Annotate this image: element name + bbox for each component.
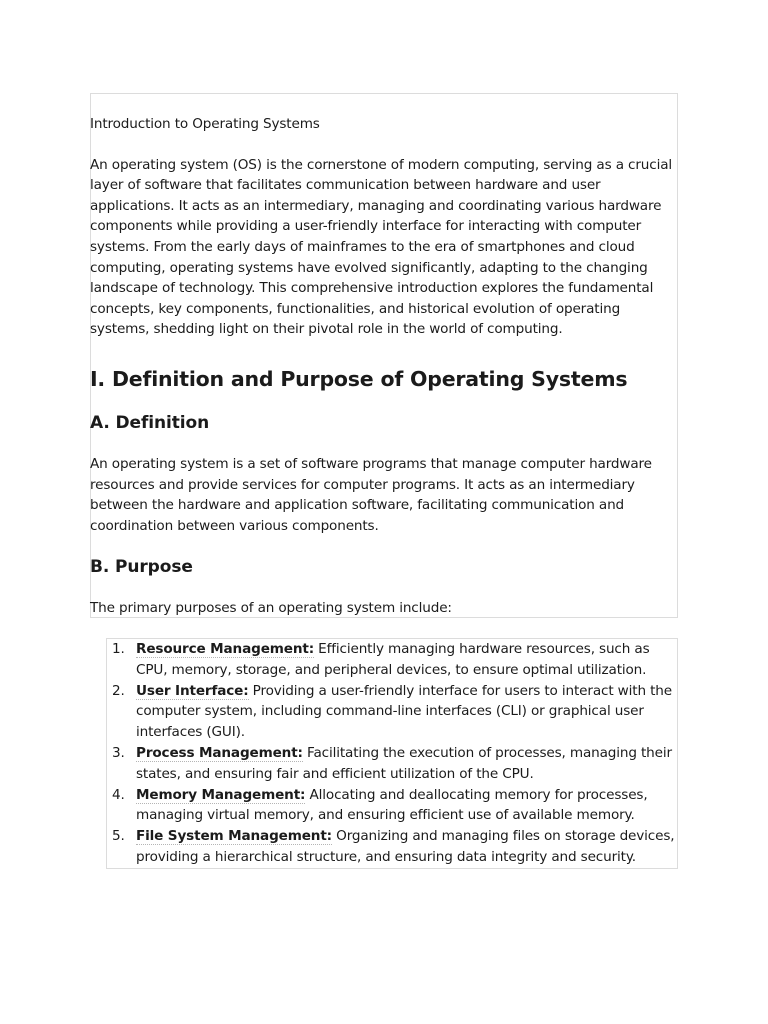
list-text: Providing a user-friendly interface for users to interact with the computer system, including command-line interfaces (CLI) or graphical user interfaces (GUI). (136, 682, 672, 741)
document-body (90, 114, 682, 619)
list-number: 3. (112, 744, 125, 761)
list-number: 1. (112, 641, 125, 657)
purpose-intro: The primary purposes of an operating system include: (90, 600, 452, 617)
purposes-list (106, 639, 676, 868)
list-item (106, 639, 676, 681)
list-item (106, 681, 676, 743)
list-term: Process Management: (136, 744, 303, 761)
list-item (106, 826, 676, 868)
purpose-heading: B. Purpose (90, 557, 193, 578)
list-item (106, 743, 676, 785)
list-number: 4. (112, 786, 125, 803)
document-title: Introduction to Operating Systems (90, 116, 320, 132)
definition-paragraph: An operating system is a set of software programs that manage computer hardware resources and provide services for computer programs. It acts as an intermediary between the hardware and application software, facilitating communication and coordination between various components. (90, 455, 652, 534)
list-term: User Interface: (136, 682, 249, 699)
list-text: Efficiently managing hardware resources, such as CPU, memory, storage, and peripheral devices, to ensure optimal utilization. (136, 641, 650, 678)
list-number: 5. (112, 828, 125, 845)
list-item (106, 785, 676, 827)
list-term: Resource Management: (136, 641, 315, 657)
list-text: Facilitating the execution of processes, managing their states, and ensuring fair and efficient utilization of the CPU. (136, 744, 672, 782)
list-text: Organizing and managing files on storage devices, providing a hierarchical structure, and ensuring data integrity and security. (136, 828, 675, 865)
intro-paragraph: An operating system (OS) is the cornerstone of modern computing, serving as a crucial layer of software that facilitates communication between hardware and user applications. It acts as an intermediary, managing and coordinating various hardware components while providing a user-friendly interface for interacting with computer systems. From the early days of mainframes to the era of smartphones and cloud computing, operating systems have evolved significantly, adapting to the changing landscape of technology. This comprehensive introduction explores the fundamental concepts, key components, functionalities, and historical evolution of operating systems, shedding light on their pivotal role in the world of computing. (90, 156, 673, 338)
list-term: Memory Management: (136, 786, 306, 803)
section-heading: I. Definition and Purpose of Operating Systems (90, 366, 628, 391)
list-text: Allocating and deallocating memory for processes, managing virtual memory, and ensuring efficient use of available memory. (136, 786, 648, 824)
list-term: File System Management: (136, 828, 332, 845)
list-number: 2. (112, 682, 125, 699)
definition-heading: A. Definition (90, 412, 210, 433)
